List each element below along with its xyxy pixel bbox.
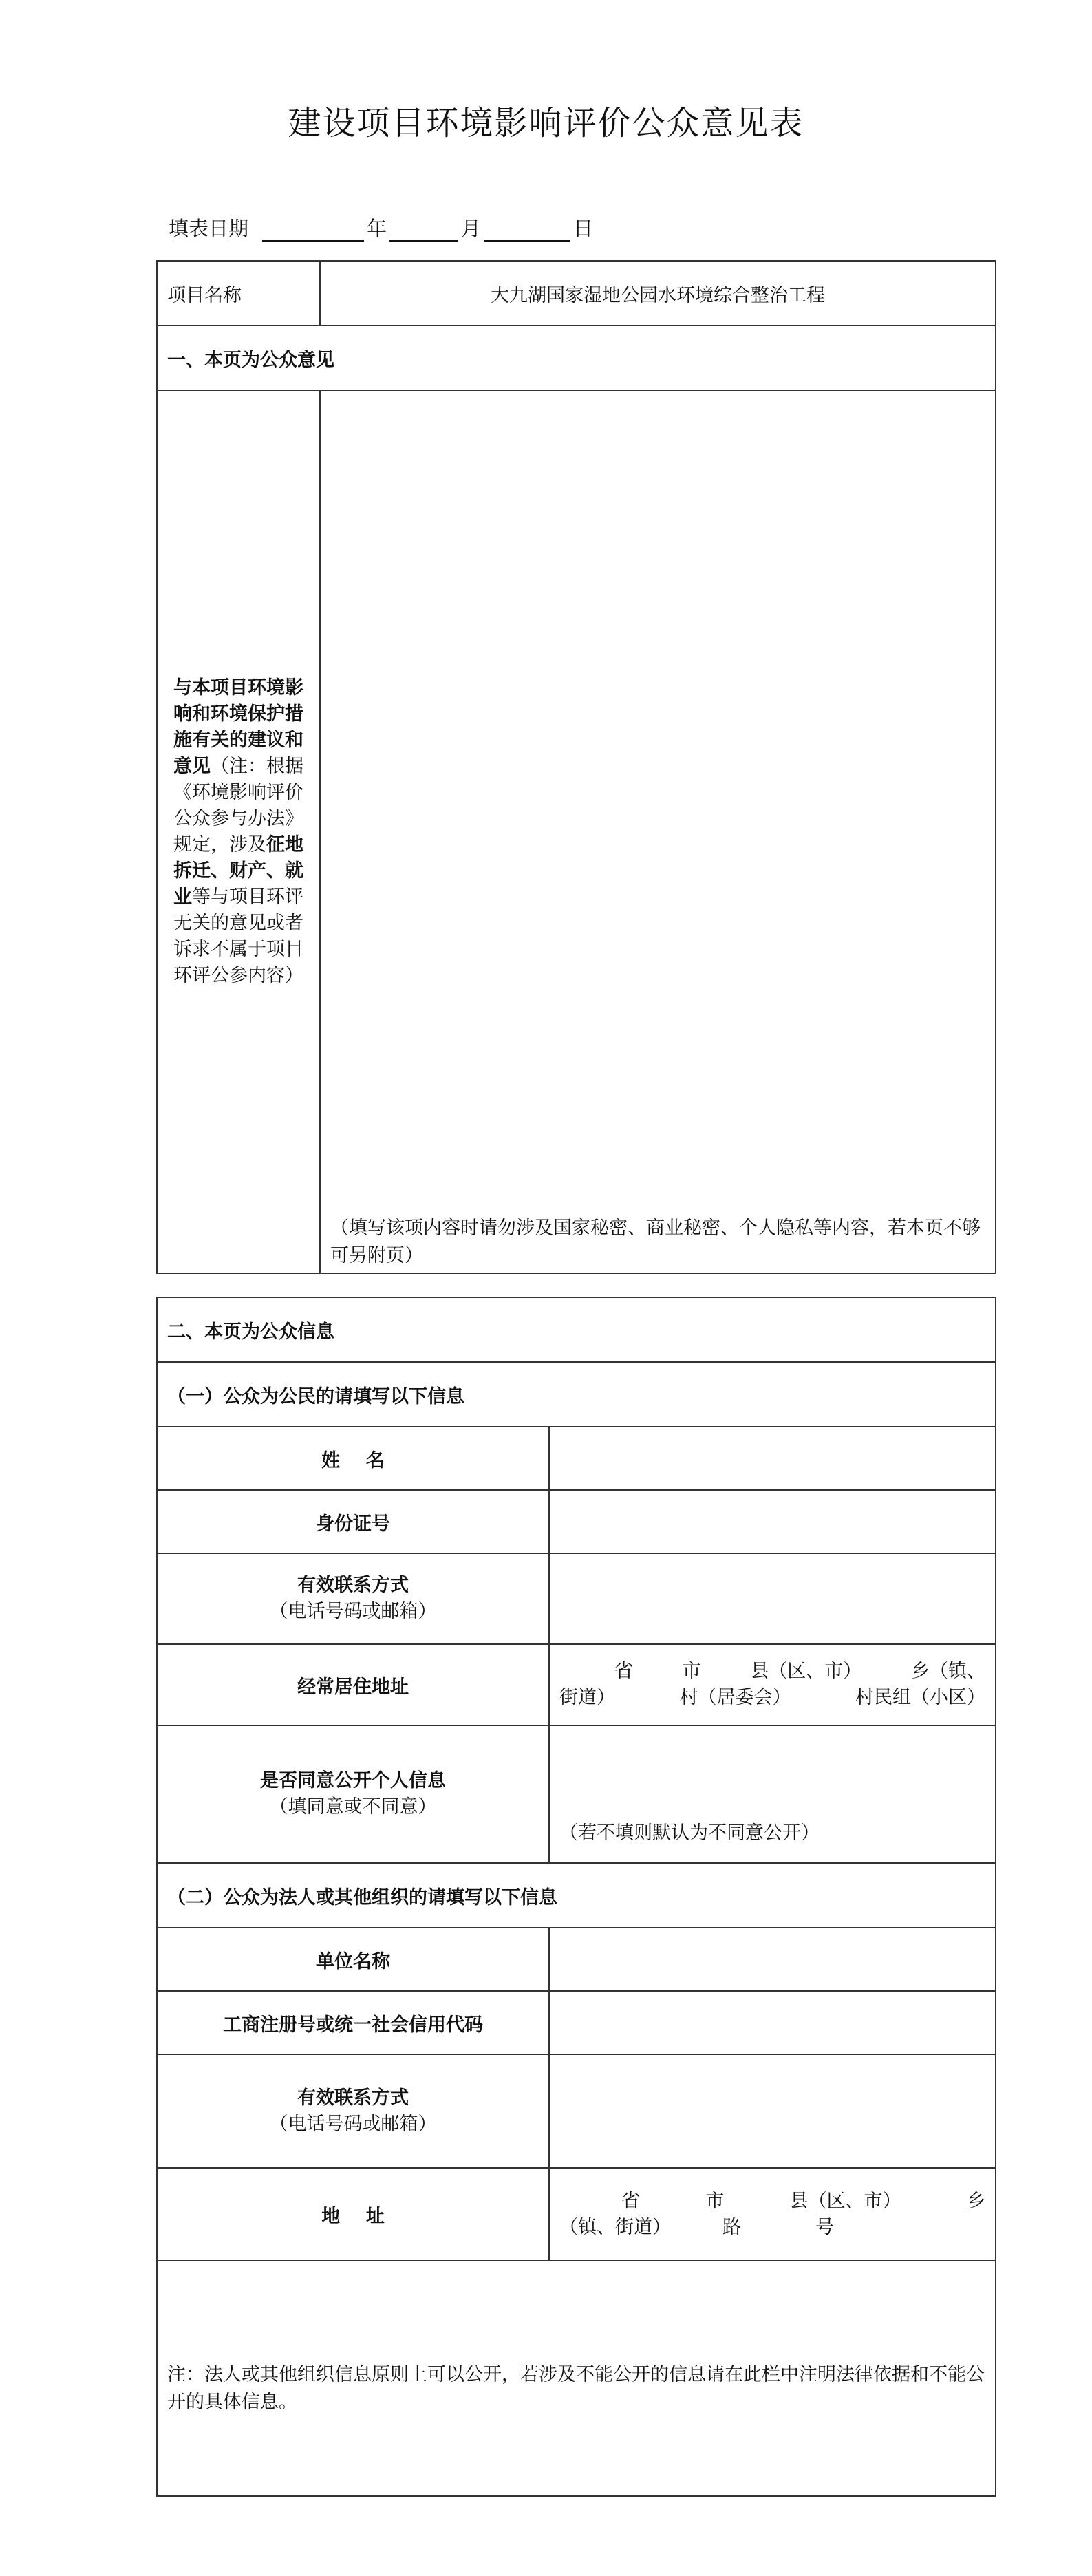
county-text: 县（区、市） [750, 1661, 862, 1682]
org-name-label: 单位名称 [157, 1928, 549, 1991]
org-name-field[interactable] [549, 1928, 996, 1991]
org-street-text: （镇、街道） [559, 2216, 671, 2238]
opinion-label-part2: （注：根据《环境影响评价公众参与办法》规定，涉及 [173, 755, 303, 855]
opinion-table [156, 260, 996, 1274]
opinion-label-part4: 等与项目环评无关的意见或者诉求不属于项目环评公参内容） [173, 886, 303, 986]
org-city-text: 市 [705, 2190, 725, 2212]
org-address-field[interactable] [549, 2168, 996, 2261]
id-number-label: 身份证号 [157, 1490, 549, 1553]
month-unit: 月 [461, 217, 482, 240]
residence-line-2 [559, 1685, 985, 1711]
consent-field[interactable] [549, 1725, 996, 1863]
org-province-text: 省 [621, 2190, 640, 2212]
day-unit: 日 [573, 217, 594, 240]
opinion-input-area[interactable] [320, 390, 996, 1273]
org-address-line-2 [559, 2215, 985, 2241]
org-disclosure-note: 注：法人或其他组织信息原则上可以公开，若涉及不能公开的信息请在此栏中注明法律依据和不能公开的具体信息。 [167, 2364, 985, 2413]
consent-note: （若不填则默认为不同意公开） [559, 1822, 820, 1844]
public-info-table [156, 1297, 996, 2497]
org-contact-sub-label: （电话号码或邮箱） [269, 2113, 437, 2135]
org-address-label: 地 址 [157, 2168, 549, 2261]
org-contact-label-cell [157, 2054, 549, 2168]
day-field[interactable] [484, 220, 570, 242]
org-contact-field[interactable] [549, 2054, 996, 2168]
org-road-text: 路 [722, 2216, 741, 2238]
year-unit: 年 [367, 217, 387, 240]
opinion-label-part1: 与本项目环境影响和环境保护措施有关的建议和意见 [173, 677, 303, 777]
org-county-text: 县（区、市） [789, 2190, 901, 2212]
subsection-organization: （二）公众为法人或其他组织的请填写以下信息 [157, 1863, 996, 1928]
month-field[interactable] [389, 220, 458, 242]
id-number-field[interactable] [549, 1490, 996, 1553]
org-contact-label: 有效联系方式 [297, 2087, 409, 2109]
city-text: 市 [682, 1661, 701, 1682]
opinion-note: （填写该项内容时请勿涉及国家秘密、商业秘密、个人隐私等内容，若本页不够可另附页） [330, 1217, 981, 1266]
section-public-info: 二、本页为公众信息 [157, 1297, 996, 1362]
org-number-text: 号 [815, 2216, 834, 2238]
street-text: 街道） [559, 1687, 615, 1708]
consent-label: 是否同意公开个人信息 [260, 1770, 446, 1791]
contact-sub-label: （电话号码或邮箱） [269, 1601, 437, 1622]
registration-code-field[interactable] [549, 1991, 996, 2054]
residence-label: 经常居住地址 [157, 1644, 549, 1725]
fill-date [169, 213, 596, 242]
org-disclosure-note-field[interactable] [157, 2261, 996, 2496]
residence-field[interactable] [549, 1644, 996, 1725]
township-text: 乡（镇、 [910, 1661, 985, 1682]
contact-label: 有效联系方式 [297, 1575, 409, 1596]
province-text: 省 [614, 1661, 633, 1682]
group-text: 村民组（小区） [855, 1687, 985, 1708]
org-township-text: 乡 [966, 2190, 985, 2212]
org-address-line-1 [559, 2189, 985, 2215]
registration-code-label: 工商注册号或统一社会信用代码 [157, 1991, 549, 2054]
section-public-opinion: 一、本页为公众意见 [157, 326, 996, 390]
year-field[interactable] [262, 220, 364, 242]
consent-label-cell [157, 1725, 549, 1863]
residence-line-1 [559, 1659, 985, 1685]
contact-label-cell [157, 1553, 549, 1644]
contact-field[interactable] [549, 1553, 996, 1644]
consent-sub-label: （填同意或不同意） [269, 1796, 437, 1818]
date-label: 填表日期 [169, 217, 249, 240]
page-title: 建设项目环境影响评价公众意见表 [288, 104, 804, 142]
project-name-label: 项目名称 [157, 261, 320, 326]
village-text: 村（居委会） [679, 1687, 791, 1708]
name-label: 姓 名 [157, 1427, 549, 1490]
opinion-label [157, 390, 320, 1273]
name-field[interactable] [549, 1427, 996, 1490]
subsection-citizen: （一）公众为公民的请填写以下信息 [157, 1362, 996, 1427]
opinion-label-part3: 征地拆迁、财产、就业 [173, 833, 303, 908]
project-name-value: 大九湖国家湿地公园水环境综合整治工程 [320, 261, 996, 326]
